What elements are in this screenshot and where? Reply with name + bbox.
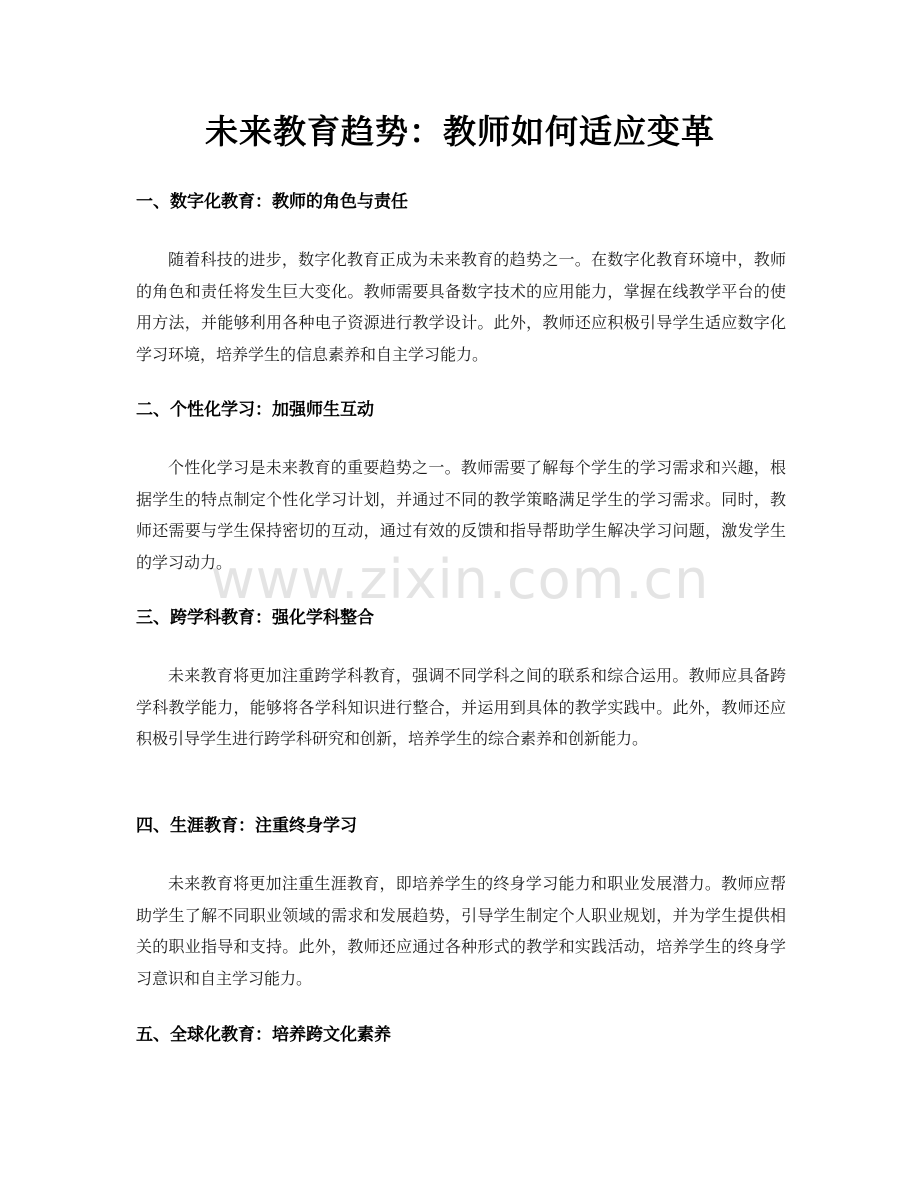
section-heading: 五、全球化教育：培养跨文化素养: [136, 1025, 391, 1045]
section-heading: 四、生涯教育：注重终身学习: [136, 816, 357, 836]
document-title: 未来教育趋势：教师如何适应变革: [205, 112, 715, 151]
section-paragraph: 未来教育将更加注重生涯教育，即培养学生的终身学习能力和职业发展潜力。教师应帮助学生了解不同职业领域的需求和发展趋势，引导学生制定个人职业规划，并为学生提供相关的职业指导和支持。此外，教师还应通过各种形式的教学和实践活动，培养学生的终身学习意识和自主学习能力。: [136, 874, 786, 988]
watermark-text: www.zixin.com.cn: [210, 548, 710, 611]
section-paragraph: 未来教育将更加注重跨学科教育，强调不同学科之间的联系和综合运用。教师应具备跨学科教学能力，能够将各学科知识进行整合，并运用到具体的教学实践中。此外，教师还应积极引导学生进行跨学科研究和创新，培养学生的综合素养和创新能力。: [136, 666, 786, 748]
section-paragraph: 随着科技的进步，数字化教育正成为未来教育的趋势之一。在数字化教育环境中，教师的角色和责任将发生巨大变化。教师需要具备数字技术的应用能力，掌握在线教学平台的使用方法，并能够利用各种电子资源进行教学设计。此外，教师还应积极引导学生适应数字化学习环境，培养学生的信息素养和自主学习能力。: [136, 250, 786, 364]
section-digital-education: [136, 190, 786, 370]
section-paragraph: 个性化学习是未来教育的重要趋势之一。教师需要了解每个学生的学习需求和兴趣，根据学生的特点制定个性化学习计划，并通过不同的教学策略满足学生的学习需求。同时，教师还需要与学生保持密切的互动，通过有效的反馈和指导帮助学生解决学习问题，激发学生的学习动力。: [136, 458, 786, 572]
section-heading: 二、个性化学习：加强师生互动: [136, 400, 374, 420]
section-personalized-learning: [136, 398, 786, 578]
section-global-education: [136, 1023, 786, 1047]
section-career-education: [136, 814, 786, 994]
section-heading: 一、数字化教育：教师的角色与责任: [136, 192, 408, 212]
section-interdisciplinary-education: [136, 606, 786, 755]
section-heading: 三、跨学科教育：强化学科整合: [136, 608, 374, 628]
